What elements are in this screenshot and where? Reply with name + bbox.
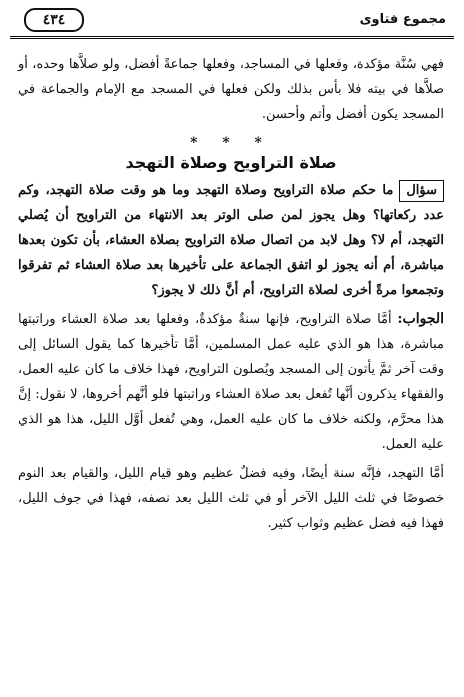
answer-paragraph: [18, 307, 444, 457]
page-number: ٤٣٤: [24, 8, 84, 32]
intro-paragraph: فهي سُنَّة مؤكدة، وفعلها في المساجد، وفعلها جماعةً أفضل، ولو صلاَّها وحده، أو صلاَّها في بيته فلا بأس بذلك ولكن فعلها في المسجد مع الإمام والجماعة في المسجد يكون أفضل وأتم وأحسن.: [18, 57, 444, 122]
answer-text: أمَّا صلاة التراويح، فإنها سنةٌ مؤكدةٌ، وفعلها بعد صلاة العشاء وراتبتها مباشرة، هذا هو الذي عليه عمل المسلمين، أمَّا تأخيرها كما يقول السائل إلى وقت آخر ثمَّ يأتون إلى المسجد ويُصلون التراويح، فهذا خلاف ما كان عليه العمل، والفقهاء يذكرون أنَّها تُفعل بعد صلاة العشاء وراتبتها فلو أنَّهم أخروها، لا نقول: إنَّ هذا محرَّم، ولكنه خلاف ما كان عليه العمل، وهي تُفعل أوَّل الليل، هذا هو الذي عليه العمل.: [18, 312, 444, 452]
section-title: صلاة التراويح وصلاة التهجد: [125, 153, 337, 172]
answer-label: الجواب:: [397, 311, 445, 327]
question-label: سؤال: [399, 180, 444, 202]
book-title: مجموع فتاوى: [359, 12, 446, 27]
question-paragraph: [18, 178, 444, 303]
section-separator: * * *: [190, 135, 272, 151]
page-header: [10, 6, 454, 39]
tahajjud-paragraph: أمَّا التهجد، فإنَّه سنة أيضًا، وفيه فضلٌ عظيم وهو قيام الليل، والقيام بعد النوم خصوصًا في ثلث الليل الآخر أو في ثلث الليل بعد نصفه، فهذا في جوف الليل، فهذا فيه فضل عظيم وثواب كثير.: [18, 466, 444, 531]
question-text: ما حكم صلاة التراويح وصلاة التهجد وما هو وقت صلاة التهجد، وكم عدد ركعاتها؟ وهل يجوز لمن صلى الوتر بعد الانتهاء من التراويح أن يُصلي التهجد، أم لا؟ وهل لابد من اتصال صلاة التراويح بصلاة العشاء، بأن تكون بعدها مباشرة، أم أنه يجوز لو اتفق الجماعة على تأخيرها بعد صلاة العشاء ثم تفرقوا وتجمعوا مرةً أخرى لصلاة التراويح، أم أنَّ ذلك لا يجوز؟: [18, 183, 444, 298]
page-content: [18, 52, 444, 536]
